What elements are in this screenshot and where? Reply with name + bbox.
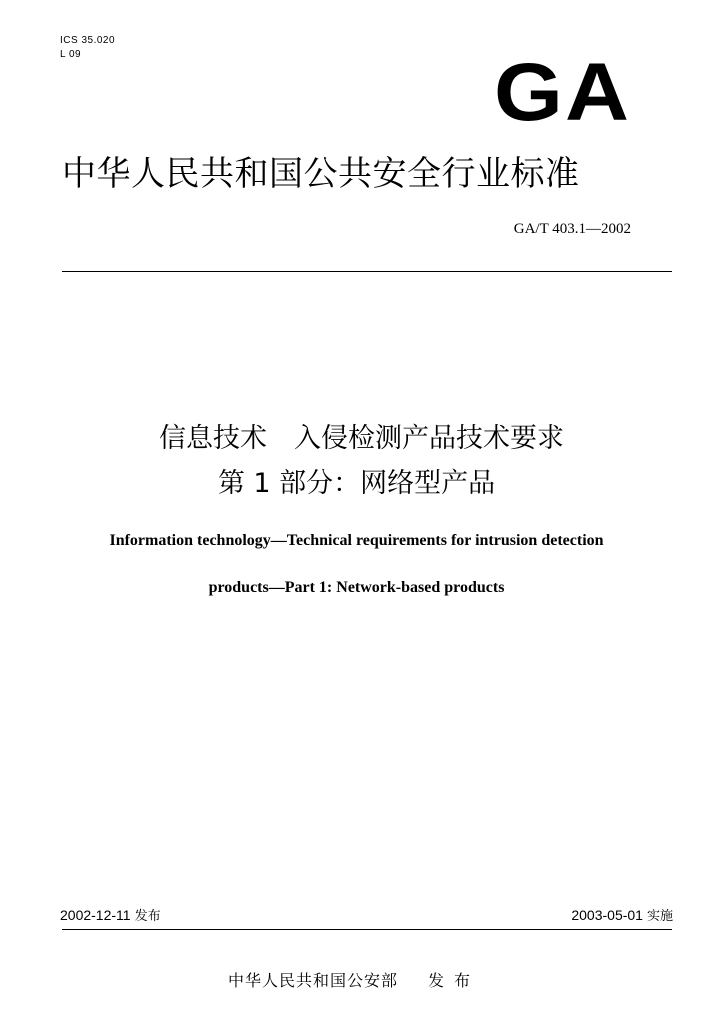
implement-label: 实施 (646, 909, 673, 924)
issue-date: 2002-12-11 (60, 907, 131, 923)
issuer-action: 发布 (428, 971, 481, 990)
ccs-code: L 09 (60, 49, 82, 60)
issuer-name: 中华人民共和国公安部 (228, 971, 399, 990)
implement-date-block (571, 906, 673, 926)
standard-code: GA/T 403.1—2002 (513, 221, 631, 237)
issue-date-block (60, 906, 161, 926)
english-title-line-2: products—Part 1: Network-based products (208, 579, 505, 596)
issue-label: 发布 (134, 909, 161, 924)
implement-date: 2003-05-01 (571, 907, 643, 923)
classification-codes (60, 34, 115, 62)
publisher-line (228, 970, 480, 992)
standard-category-title: 中华人民共和国公共安全行业标准 (62, 154, 580, 194)
top-divider (62, 271, 672, 272)
english-title-line-1: Information technology—Technical requirements for intrusion detection (109, 532, 604, 549)
chinese-title-line-1: 信息技术 入侵检测产品技术要求 (159, 423, 564, 454)
ga-logo: GA (494, 47, 632, 138)
chinese-title-line-2: 第 1 部分：网络型产品 (217, 468, 496, 499)
bottom-divider (62, 929, 672, 930)
ics-code: ICS 35.020 (60, 35, 116, 46)
